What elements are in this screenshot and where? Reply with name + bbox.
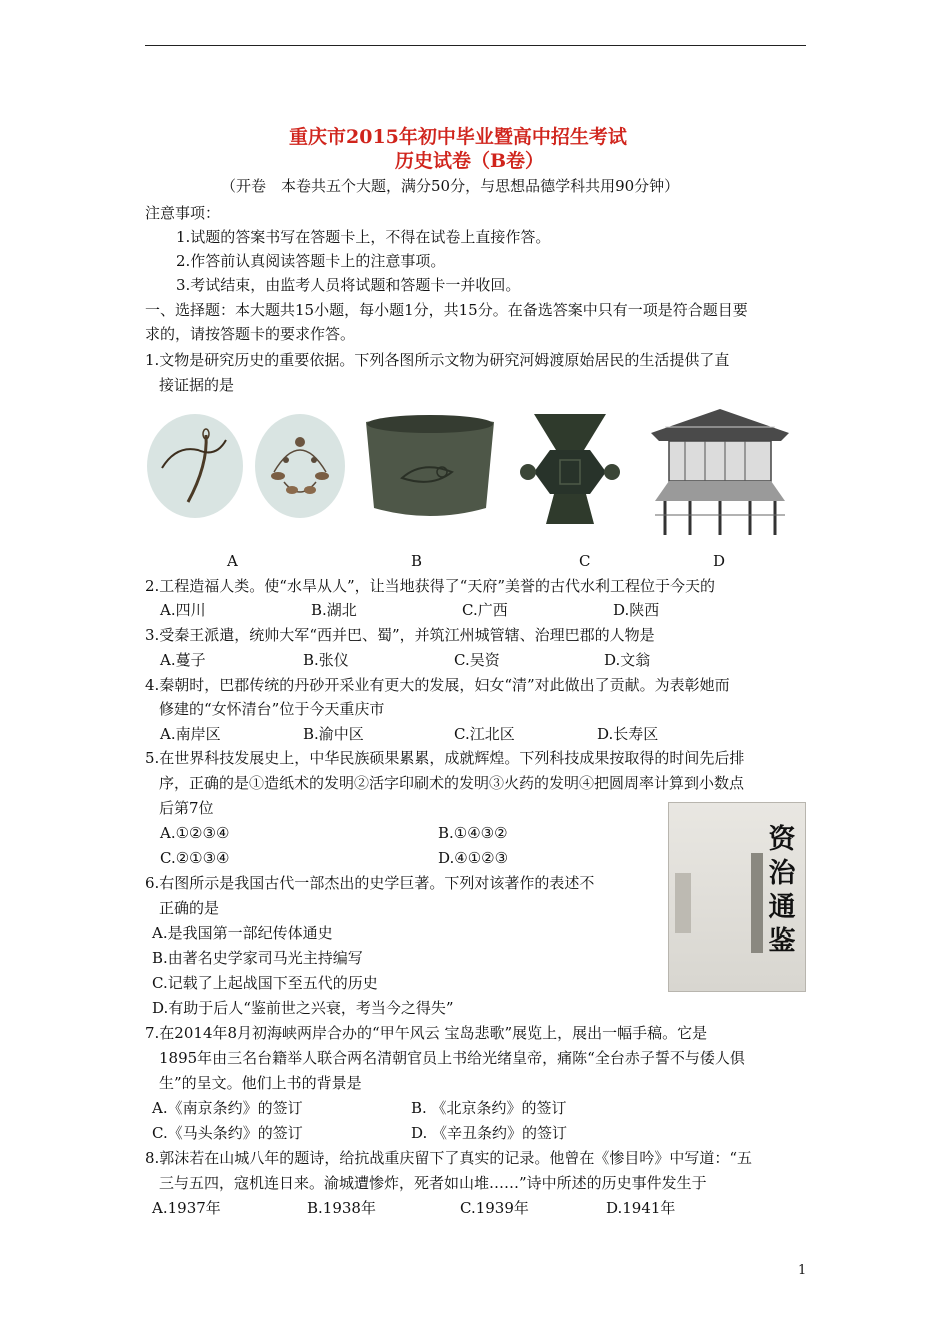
notice-item: 3.考试结束，由监考人员将试题和答题卡一并收回。 <box>176 276 521 294</box>
section-heading-cont: 求的，请按答题卡的要求作答。 <box>145 325 356 343</box>
book-cover-image <box>668 802 806 992</box>
option: B.张仪 <box>303 651 349 669</box>
ganlan-house-icon <box>645 405 795 540</box>
bronze-zun-icon <box>514 410 626 526</box>
option: D.④①②③ <box>438 849 509 867</box>
bone-necklace-icon <box>254 410 346 522</box>
option: B.湖北 <box>311 601 357 619</box>
exam-subtitle: 历史试卷（B卷） <box>395 150 545 172</box>
question-7-stem: 7.在2014年8月初海峡两岸合办的“甲午风云 宝岛悲歌”展览上，展出一幅手稿。它是 <box>145 1024 708 1042</box>
option: C.1939年 <box>460 1199 529 1217</box>
question-4-stem: 4.秦朝时，巴郡传统的丹砂开采业有更大的发展，妇女“清”对此做出了贡献。为表彰她而 <box>145 676 730 694</box>
question-8-stem: 8.郭沫若在山城八年的题诗，给抗战重庆留下了真实的记录。他曾在《惨目吟》中写道：“五 <box>145 1149 752 1167</box>
option: A.南岸区 <box>160 725 221 743</box>
notice-item: 2.作答前认真阅读答题卡上的注意事项。 <box>176 252 446 270</box>
book-band-decoration <box>751 853 763 953</box>
option: B. 《北京条约》的签订 <box>411 1099 567 1117</box>
option-label: B <box>411 552 423 570</box>
question-5-stem: 5.在世界科技发展史上，中华民族硕果累累，成就辉煌。下列科技成果按取得的时间先后排 <box>145 749 745 767</box>
option: B.1938年 <box>307 1199 376 1217</box>
option: C.广西 <box>462 601 508 619</box>
question-7-stem-cont: 生”的呈文。他们上书的背景是 <box>159 1074 362 1092</box>
option: A.1937年 <box>152 1199 221 1217</box>
option-label: D <box>713 552 726 570</box>
notice-item: 1.试题的答案书写在答题卡上，不得在试卷上直接作答。 <box>176 228 551 246</box>
option: D. 《辛丑条约》的签订 <box>411 1124 568 1142</box>
option: C.②①③④ <box>160 849 230 867</box>
question-3-stem: 3.受秦王派遣，统帅大军“西并巴、蜀”，并筑江州城管辖、治理巴郡的人物是 <box>145 626 655 644</box>
page-number: 1 <box>798 1263 807 1278</box>
option: D.文翁 <box>604 651 651 669</box>
question-4-stem-cont: 修建的“女怀清台”位于今天重庆市 <box>159 700 385 718</box>
option: A.四川 <box>160 601 206 619</box>
book-title: 资治通鉴 <box>768 824 796 957</box>
question-1-stem-cont: 接证据的是 <box>159 376 235 394</box>
section-heading: 一、选择题：本大题共15小题，每小题1分，共15分。在备选答案中只有一项是符合题目要 <box>145 301 748 319</box>
option: A.是我国第一部纪传体通史 <box>152 924 333 942</box>
book-spine-decoration <box>675 873 691 933</box>
header-rule <box>145 45 806 46</box>
question-7-stem-cont: 1895年由三名台籍举人联合两名清朝官员上书给光绪皇帝，痛陈“全台赤子誓不与倭人俱 <box>159 1049 745 1067</box>
option-label: C <box>579 552 591 570</box>
option: C.吴资 <box>454 651 500 669</box>
exam-info: （开卷 本卷共五个大题，满分50分，与思想品德学科共用90分钟） <box>221 177 680 195</box>
option: B.①④③② <box>438 824 508 842</box>
question-8-stem-cont: 三与五四，寇机连日来。渝城遭惨炸，死者如山堆……”诗中所述的历史事件发生于 <box>159 1174 707 1192</box>
option: D.有助于后人“鉴前世之兴衰，考当今之得失” <box>152 999 454 1017</box>
option: C.《马头条约》的签订 <box>152 1124 303 1142</box>
question-6-stem-cont: 正确的是 <box>159 899 220 917</box>
option: B.渝中区 <box>303 725 364 743</box>
option: A.蔓子 <box>160 651 206 669</box>
question-1-stem: 1.文物是研究历史的重要依据。下列各图所示文物为研究河姆渡原始居民的生活提供了直 <box>145 351 730 369</box>
pottery-bowl-icon <box>362 412 498 522</box>
option-label: A <box>227 552 238 570</box>
option: B.由著名史学家司马光主持编写 <box>152 949 363 967</box>
question-5-stem-cont: 序，正确的是①造纸术的发明②活字印刷术的发明③火药的发明④把圆周率计算到小数点 <box>159 774 745 792</box>
option: A.①②③④ <box>160 824 230 842</box>
notice-heading: 注意事项： <box>145 204 221 222</box>
question-6-stem: 6.右图所示是我国古代一部杰出的史学巨著。下列对该著作的表述不 <box>145 874 595 892</box>
option: C.记载了上起战国下至五代的历史 <box>152 974 378 992</box>
option: D.陕西 <box>613 601 660 619</box>
bone-needle-icon <box>146 410 244 522</box>
option: C.江北区 <box>454 725 515 743</box>
option: A.《南京条约》的签订 <box>152 1099 303 1117</box>
exam-title: 重庆市2015年初中毕业暨高中招生考试 <box>289 126 627 148</box>
option: D.长寿区 <box>597 725 659 743</box>
option: D.1941年 <box>606 1199 676 1217</box>
question-5-stem-cont: 后第7位 <box>159 799 214 817</box>
question-2-stem: 2.工程造福人类。使“水旱从人”，让当地获得了“天府”美誉的古代水利工程位于今天的 <box>145 577 715 595</box>
